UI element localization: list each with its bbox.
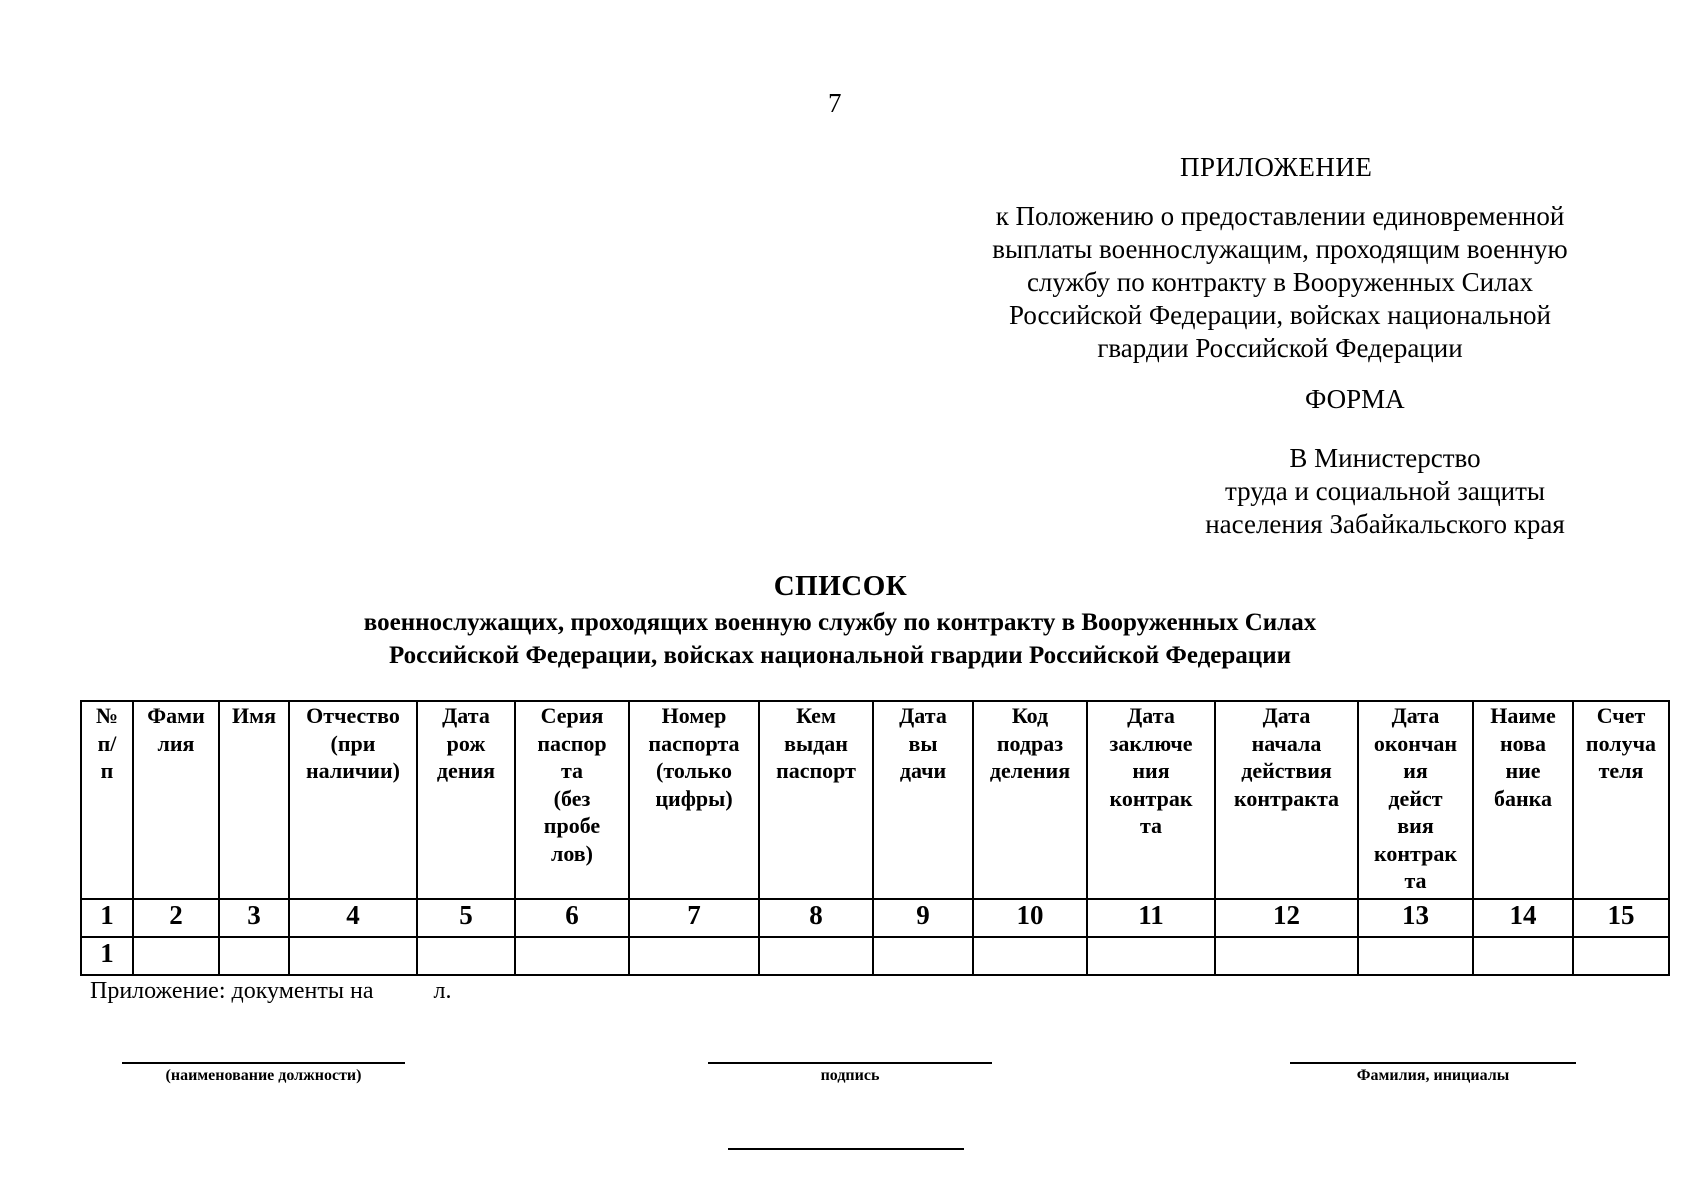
column-number: 8 [759, 899, 873, 937]
column-header-line: та [1139, 813, 1163, 838]
column-number: 12 [1215, 899, 1358, 937]
attachment-suffix: л. [433, 978, 452, 1004]
column-header-line: Код [1011, 703, 1049, 728]
column-header-line: Дата [442, 703, 490, 728]
column-header [873, 701, 973, 899]
column-header-line: Наиме [1490, 703, 1556, 728]
column-header-line: п [100, 758, 114, 783]
column-header [629, 701, 759, 899]
column-header-line: лов) [550, 840, 593, 866]
table-cell[interactable] [1087, 937, 1215, 975]
column-number: 13 [1358, 899, 1473, 937]
table-cell[interactable] [973, 937, 1087, 975]
column-header-line: контрак [1109, 785, 1193, 811]
column-header-line: дения [436, 758, 496, 783]
column-header-line: действия [1241, 758, 1332, 783]
date-line[interactable] [728, 1148, 964, 1150]
table-cell[interactable] [629, 937, 759, 975]
column-header [219, 701, 289, 899]
column-header-line: п/ [97, 730, 117, 756]
table-row [81, 937, 1669, 975]
annex-title: ПРИЛОЖЕНИЕ [1180, 152, 1373, 182]
signature-line[interactable] [708, 1062, 992, 1064]
column-number: 1 [81, 899, 133, 937]
annex-line: к Положению о предоставлении единовременной [995, 201, 1565, 231]
column-header-line: дейст [1388, 785, 1443, 811]
form-label: ФОРМА [1305, 384, 1405, 414]
column-number-row [81, 899, 1669, 937]
column-header-line: пробе [543, 813, 601, 838]
column-header-line: Фами [147, 703, 205, 728]
column-number: 9 [873, 899, 973, 937]
column-number: 3 [219, 899, 289, 937]
column-header [1473, 701, 1573, 899]
attachment-prefix: Приложение: документы на [90, 978, 374, 1004]
servicemen-table [80, 700, 1670, 976]
column-header-line: (без [553, 785, 591, 811]
column-header-line: ние [1505, 758, 1541, 783]
table-header-row [81, 701, 1669, 899]
table-cell[interactable] [759, 937, 873, 975]
column-header [973, 701, 1087, 899]
column-number: 7 [629, 899, 759, 937]
column-number: 2 [133, 899, 219, 937]
table-cell[interactable] [219, 937, 289, 975]
column-header-line: Дата [1127, 703, 1175, 728]
column-header-line: банка [1493, 785, 1553, 811]
column-header-line: Дата [1262, 703, 1311, 728]
annex-line: гвардии Российской Федерации [1097, 333, 1463, 363]
column-number: 10 [973, 899, 1087, 937]
column-header-line: выдан [784, 730, 848, 756]
column-header-line: рож [446, 730, 486, 756]
attachment-note [90, 978, 451, 1005]
column-header-line: цифры) [655, 785, 733, 811]
column-header-line: дачи [899, 758, 947, 783]
table-cell[interactable] [417, 937, 515, 975]
column-header-line: нова [1499, 730, 1546, 756]
annex-line: службу по контракту в Вооруженных Силах [1026, 267, 1534, 297]
column-header-line: контрак [1373, 840, 1458, 866]
table-cell[interactable] [289, 937, 417, 975]
column-header-line: Дата [899, 703, 947, 728]
name-signature-line[interactable] [1290, 1062, 1576, 1064]
column-header-line: деления [989, 758, 1071, 783]
column-header-line: (только [656, 758, 732, 783]
column-header [417, 701, 515, 899]
column-header-line: подраз [996, 730, 1064, 756]
column-header-line: наличии) [306, 758, 400, 783]
column-header [289, 701, 417, 899]
column-header-line: вия [1397, 813, 1434, 838]
column-header-line: ния [1132, 758, 1170, 783]
column-header [1358, 701, 1473, 899]
column-header-line: получа [1585, 730, 1657, 756]
column-header-line: Серия [540, 703, 604, 728]
column-header-line: Имя [232, 703, 276, 728]
column-header-line: № [95, 703, 119, 728]
subtitle-line: Российской Федерации, войсках национальной гвардии Российской Федерации [388, 642, 1292, 669]
column-header [1087, 701, 1215, 899]
column-number: 11 [1087, 899, 1215, 937]
annex-line: Российской Федерации, войсках национальной [1009, 300, 1551, 330]
table-cell[interactable] [1358, 937, 1473, 975]
document-subtitle [240, 606, 1440, 672]
table-cell[interactable] [873, 937, 973, 975]
addressee [1150, 442, 1620, 541]
column-number: 14 [1473, 899, 1573, 937]
column-header-line: паспорт [776, 758, 856, 783]
column-number: 15 [1573, 899, 1669, 937]
page-number: 7 [828, 88, 842, 118]
column-header-line: (при [330, 730, 376, 756]
table-cell[interactable] [1573, 937, 1669, 975]
column-number: 5 [417, 899, 515, 937]
column-header-line: Отчество [306, 703, 400, 728]
column-header-line: Номер [661, 703, 727, 728]
addressee-line: труда и социальной защиты [1224, 476, 1546, 506]
column-number: 6 [515, 899, 629, 937]
table-cell[interactable] [1215, 937, 1358, 975]
column-header-line: начала [1251, 730, 1322, 756]
column-header-line: та [560, 758, 584, 783]
row-number-cell: 1 [81, 937, 133, 975]
column-header-line: теля [1598, 758, 1644, 783]
column-header-line: контракта [1233, 785, 1340, 811]
annex-line: выплаты военнослужащим, проходящим военную [992, 234, 1568, 264]
column-header-line: та [1404, 868, 1427, 893]
column-number: 4 [289, 899, 417, 937]
position-caption: (наименование должности) [165, 1067, 362, 1084]
column-header [1215, 701, 1358, 899]
table-cell[interactable] [1473, 937, 1573, 975]
subtitle-line: военнослужащих, проходящих военную службу по контракту в Вооруженных Силах [363, 609, 1317, 636]
column-header-line: Кем [796, 703, 836, 728]
addressee-line: В Министерство [1289, 443, 1481, 473]
name-caption: Фамилия, инициалы [1356, 1067, 1510, 1084]
annex-reference [960, 200, 1600, 365]
column-header-line: заключе [1109, 730, 1193, 756]
column-header-line: Дата [1391, 703, 1440, 728]
column-header-line: окончан [1373, 730, 1458, 756]
column-header-line: лия [157, 730, 195, 756]
column-header [81, 701, 133, 899]
table-cell[interactable] [515, 937, 629, 975]
column-header-line: паспорта [648, 730, 740, 756]
addressee-line: населения Забайкальского края [1205, 509, 1565, 539]
column-header [1573, 701, 1669, 899]
table-cell[interactable] [133, 937, 219, 975]
column-header-line: Счет [1596, 703, 1646, 728]
document-title: СПИСОК [773, 570, 908, 602]
signature-caption: подпись [820, 1067, 880, 1084]
column-header-line: паспор [537, 730, 607, 756]
column-header-line: ия [1403, 758, 1428, 783]
column-header [759, 701, 873, 899]
column-header [133, 701, 219, 899]
column-header [515, 701, 629, 899]
column-header-line: вы [908, 730, 938, 756]
position-signature-line[interactable] [122, 1062, 405, 1064]
